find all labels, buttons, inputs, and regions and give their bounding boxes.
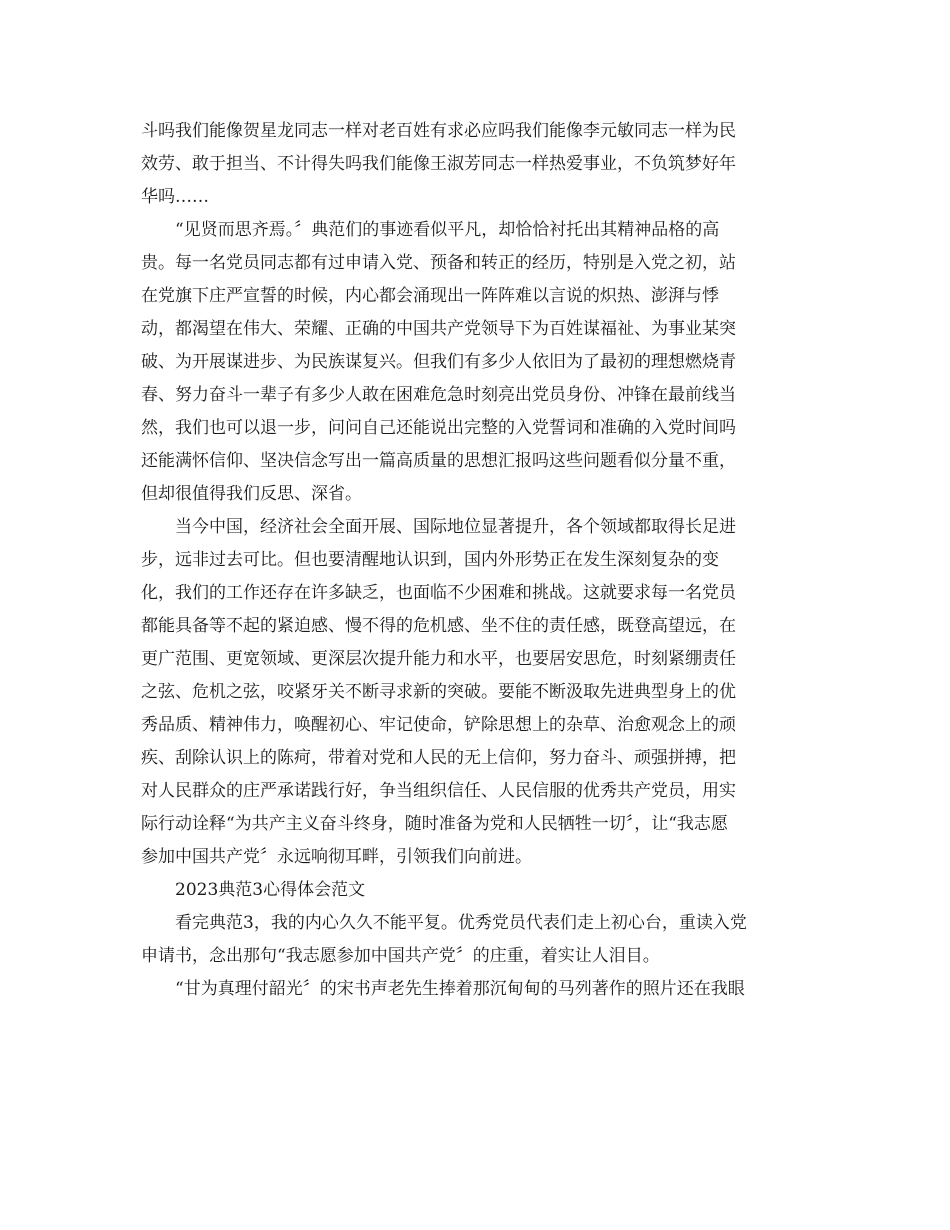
text-line: 斗吗我们能像贺星龙同志一样对老百姓有求必应吗我们能像李元敏同志一样为民 xyxy=(141,121,736,141)
text-line: 还能满怀信仰、坚决信念写出一篇高质量的思想汇报吗这些问题看似分量不重， xyxy=(141,451,736,471)
text-line: 效劳、敢于担当、不计得失吗我们能像王淑芳同志一样热爱事业，不负筑梦好年 xyxy=(141,154,736,174)
text-line: 破、为开展谋进步、为民族谋复兴。但我们有多少人依旧为了最初的理想燃烧青 xyxy=(141,352,736,372)
text-line: 春、努力奋斗一辈子有多少人敢在困难危急时刻亮出党员身份、冲锋在最前线当 xyxy=(141,385,736,405)
text-line: 贵。每一名党员同志都有过申请入党、预备和转正的经历，特别是入党之初，站 xyxy=(141,253,736,273)
text-line: 更广范围、更宽领域、更深层次提升能力和水平，也要居安思危，时刻紧绷责任 xyxy=(141,649,736,669)
text-line: “见贤而思齐焉。〞典范们的事迹看似平凡，却恰恰衬托出其精神品格的高 xyxy=(141,220,720,240)
document-body xyxy=(141,115,809,1006)
text-line: 看完典范3，我的内心久久不能平复。优秀党员代表们走上初心台，重读入党 xyxy=(141,913,747,933)
text-line: 参加中国共产党〞永远响彻耳畔，引领我们向前进。 xyxy=(141,847,532,867)
text-line: 在党旗下庄严宣誓的时候，内心都会涌现出一阵阵难以言说的炽热、澎湃与悸 xyxy=(141,286,719,306)
text-line: 际行动诠释“为共产主义奋斗终身，随时准备为党和人民牺牲一切〞，让“我志愿 xyxy=(141,814,728,834)
text-line: 化，我们的工作还存在许多缺乏，也面临不少困难和挑战。这就要求每一名党员 xyxy=(141,583,736,603)
text-line: 步，远非过去可比。但也要清醒地认识到，国内外形势正在发生深刻复杂的变 xyxy=(141,550,719,570)
text-line: 之弦、危机之弦，咬紧牙关不断寻求新的突破。要能不断汲取先进典型身上的优 xyxy=(141,682,736,702)
text-line: 动，都渴望在伟大、荣耀、正确的中国共产党领导下为百姓谋福祉、为事业某突 xyxy=(141,319,736,339)
text-line: 然，我们也可以退一步，问问自己还能说出完整的入党誓词和准确的入党时间吗 xyxy=(141,418,736,438)
text-line: 当今中国，经济社会全面开展、国际地位显著提升，各个领域都取得长足进 xyxy=(141,517,736,537)
text-line: 疾、刮除认识上的陈疴，带着对党和人民的无上信仰，努力奋斗、顽强拼搏，把 xyxy=(141,748,736,768)
text-line: “甘为真理付韶光〞的宋书声老先生捧着那沉甸甸的马列著作的照片还在我眼 xyxy=(141,979,745,999)
text-line: 秀品质、精神伟力，唤醒初心、牢记使命，铲除思想上的杂草、治愈观念上的顽 xyxy=(141,715,736,735)
text-line: 对人民群众的庄严承诺践行好，争当组织信任、人民信服的优秀共产党员，用实 xyxy=(141,781,736,801)
text-line: 但却很值得我们反思、深省。 xyxy=(141,484,362,504)
text-line: 都能具备等不起的紧迫感、慢不得的危机感、坐不住的责任感，既登高望远，在 xyxy=(141,616,736,636)
section-heading: 2023典范3心得体会范文 xyxy=(141,880,366,900)
text-line: 申请书，念出那句“我志愿参加中国共产党〞的庄重，着实让人泪目。 xyxy=(141,946,660,966)
text-line: 华吗…… xyxy=(141,187,209,207)
